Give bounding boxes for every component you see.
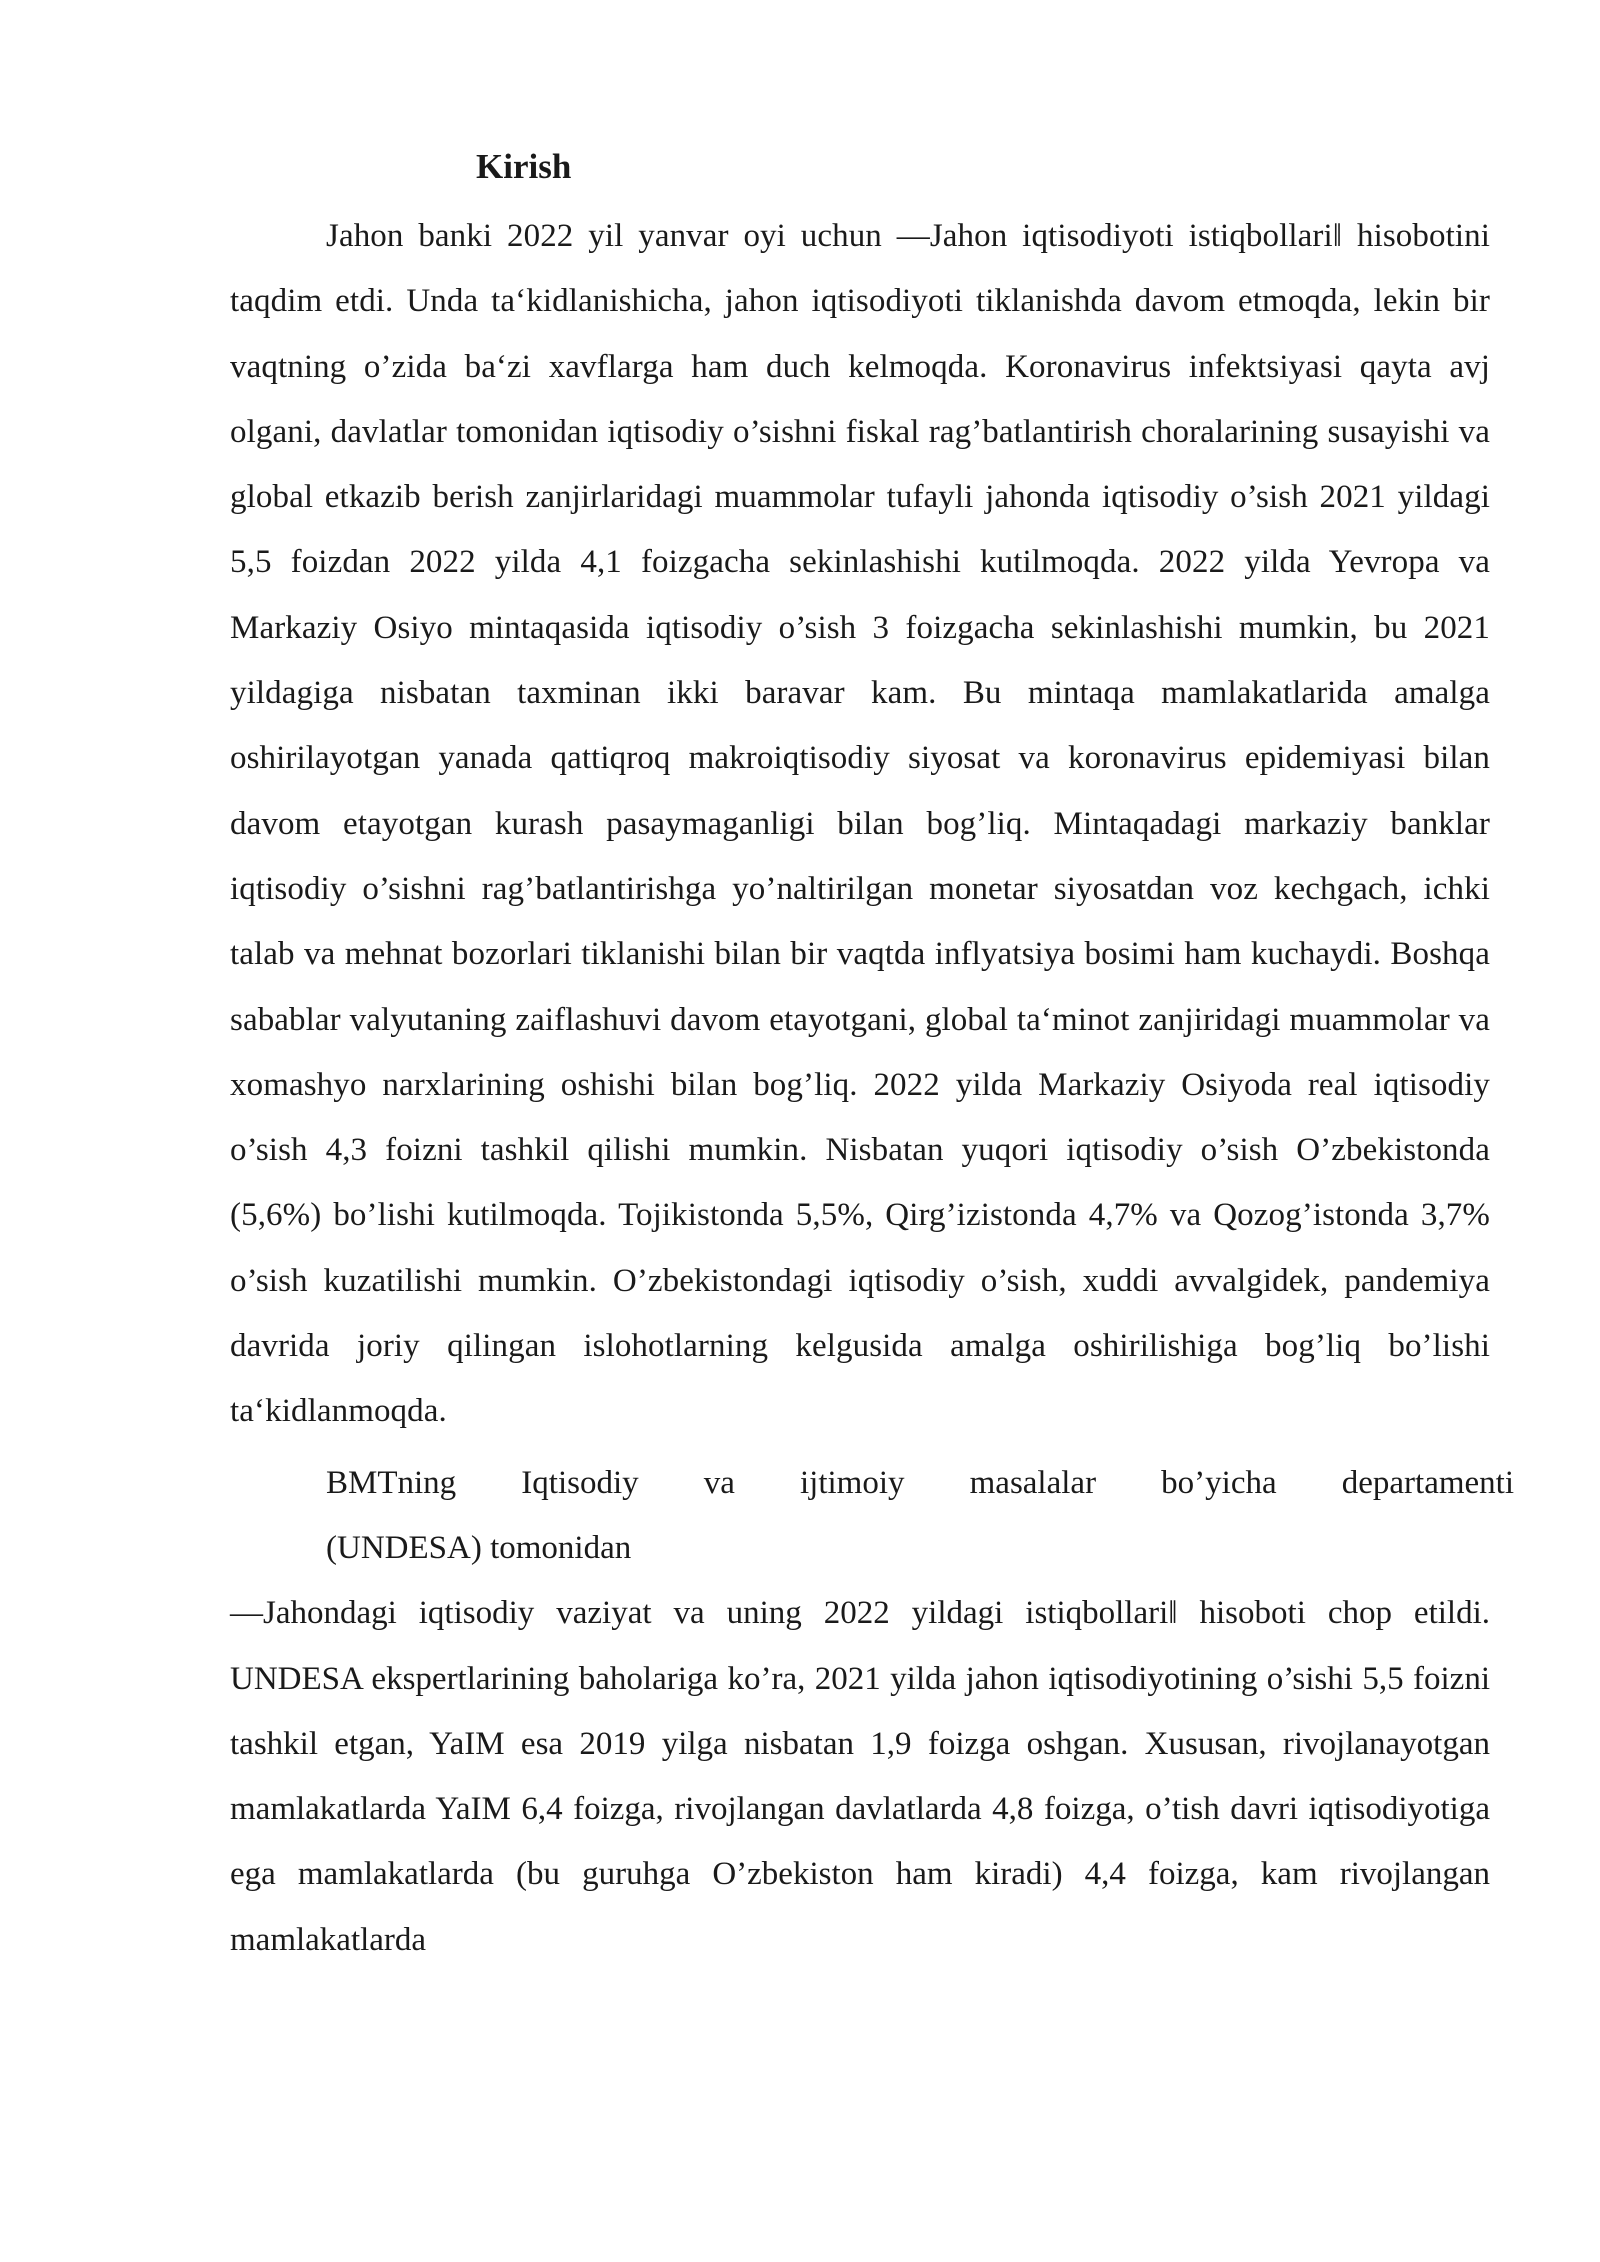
paragraph-undesa-line2: (UNDESA) tomonidan xyxy=(326,1529,632,1566)
document-page xyxy=(230,140,1514,1973)
paragraph-undesa-line1: BMTning Iqtisodiy va ijtimoiy masalalar bo’yicha departamenti xyxy=(326,1464,1514,1501)
paragraph-undesa-body: ―Jahondagi iqtisodiy vaziyat va uning 2022 yildagi istiqbollari‖ hisoboti chop etildi. UNDESA ekspertlarining baholariga ko’ra, 2021 yilda jahon iqtisodiyotining o’sishi 5,5 foizni tashkil etgan, YaIM esa 2019 yilga nisbatan 1,9 foizga oshgan. Xususan, rivojlanayotgan mamlakatlarda YaIM 6,4 foizga, rivojlangan davlatlarda 4,8 foizga, o’tish davri iqtisodiyotiga ega mamlakatlarda (bu guruhga O’zbekiston ham kiradi) 4,4 foizga, kam rivojlangan mamlakatlarda xyxy=(230,1595,1490,1958)
section-heading: Kirish xyxy=(476,147,572,186)
paragraph-undesa-intro xyxy=(326,1451,1514,1582)
paragraph-world-bank: Jahon banki 2022 yil yanvar oyi uchun ―Jahon iqtisodiyoti istiqbollari‖ hisobotini taqdim etdi. Unda ta‘kidlanishicha, jahon iqtisodiyoti tiklanishda davom etmoqda, lekin bir vaqtning o’zida ba‘zi xavflarga ham duch kelmoqda. Koronavirus infektsiyasi qayta avj olgani, davlatlar tomonidan iqtisodiy o’sishni fiskal rag’batlantirish choralarining susayishi va global etkazib berish zanjirlaridagi muammolar tufayli jahonda iqtisodiy o’sish 2021 yildagi 5,5 foizdan 2022 yilda 4,1 foizgacha sekinlashishi kutilmoqda. 2022 yilda Yevropa va Markaziy Osiyo mintaqasida iqtisodiy o’sish 3 foizgacha sekinlashishi mumkin, bu 2021 yildagiga nisbatan taxminan ikki baravar kam. Bu mintaqa mamlakatlarida amalga oshirilayotgan yanada qattiqroq makroiqtisodiy siyosat va koronavirus epidemiyasi bilan davom etayotgan kurash pasaymaganligi bilan bog’liq. Mintaqadagi markaziy banklar iqtisodiy o’sishni rag’batlantirishga yo’naltirilgan monetar siyosatdan voz kechgach, ichki talab va mehnat bozorlari tiklanishi bilan bir vaqtda inflyatsiya bosimi ham kuchaydi. Boshqa sabablar valyutaning zaiflashuvi davom etayotgani, global ta‘minot zanjiridagi muammolar va xomashyo narxlarining oshishi bilan bog’liq. 2022 yilda Markaziy Osiyoda real iqtisodiy o’sish 4,3 foizni tashkil qilishi mumkin. Nisbatan yuqori iqtisodiy o’sish O’zbekistonda (5,6%) bo’lishi kutilmoqda. Tojikistonda 5,5%, Qirg’izistonda 4,7% va Qozog’istonda 3,7% o’sish kuzatilishi mumkin. O’zbekistondagi iqtisodiy o’sish, xuddi avvalgidek, pandemiya davrida joriy qilingan islohotlarning kelgusida amalga oshirilishiga bog’liq bo’lishi ta‘kidlanmoqda. xyxy=(230,218,1490,1430)
